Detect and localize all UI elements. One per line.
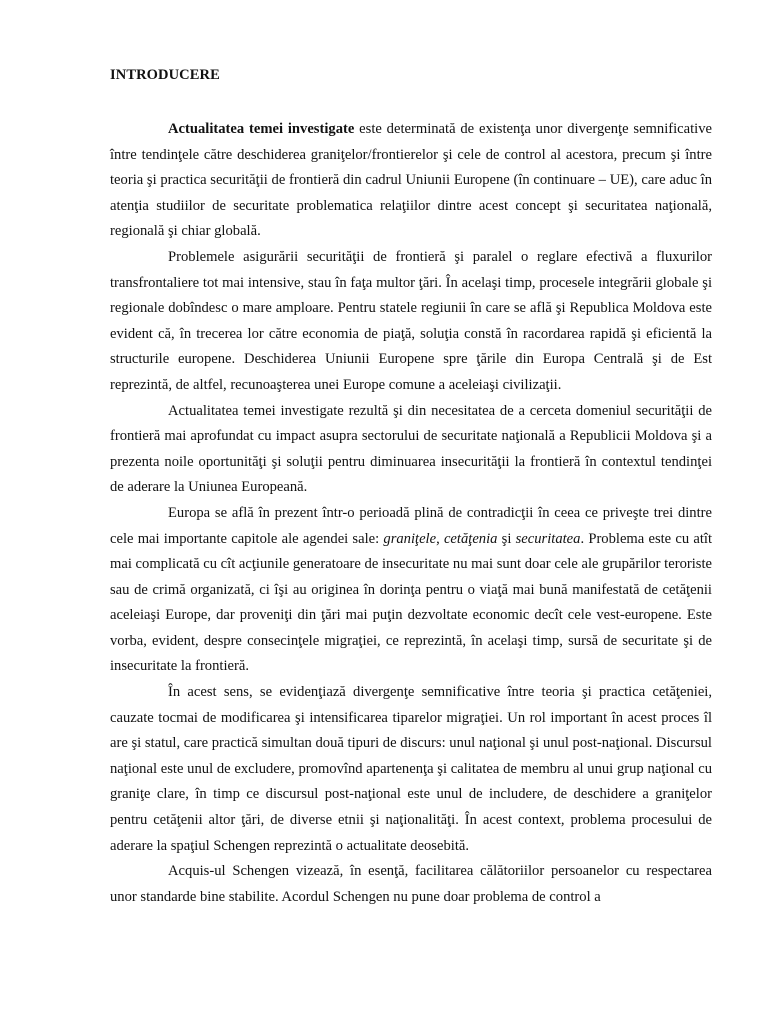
paragraph-1 xyxy=(110,117,712,245)
paragraph-4-separator-1: , xyxy=(436,530,444,547)
paragraph-2: Problemele asigurării securităţii de frontieră şi paralel o reglare efectivă a fluxurilor transfrontaliere tot mai intensive, stau în faţa multor ţări. În acelaşi timp, procesele integrării globale şi regionale dobîndesc o mare amploare. Pentru statele regiunii în care se află şi Republica Moldova este evident că, în trecerea lor către economia de piaţă, soluţia constă în racordarea rapidă şi eficientă la structurile europene. Deschiderea Uniunii Europene spre ţările din Europa Centrală şi de Est reprezintă, de altfel, recunoaşterea unei Europe comune a aceleiaşi civilizaţii. xyxy=(110,248,712,393)
paragraph-4-emphasis-citizenship: cetăţenia xyxy=(443,530,498,547)
paragraph-5: În acest sens, se evidenţiază divergenţe semnificative între teoria şi practica cetăţeniei, cauzate tocmai de modificarea şi intensificarea tiparelor migraţiei. Un rol important în acest proces îl are şi statul, care practică simultan două tipuri de discurs: unul naţional şi unul post-naţional. Discursul naţional este unul de excludere, promovînd apartenenţa şi calitatea de membru al unui grup naţional cu graniţe clare, în timp ce discursul post-naţional este unul de includere, de deschidere a graniţelor pentru cetăţenii altor ţări, de diverse etnii şi naţionalităţi. În acest context, problema procesului de aderare la spaţiul Schengen reprezintă o actualitate deosebită. xyxy=(110,684,712,854)
paragraph-4-emphasis-borders: graniţele xyxy=(383,530,437,547)
paragraph-4-emphasis-security: securitatea xyxy=(515,530,581,547)
paragraph-4-separator-2: şi xyxy=(497,530,516,547)
document-body xyxy=(110,117,712,910)
paragraph-1-lead: Actualitatea temei investigate xyxy=(168,121,355,137)
paragraph-4-text-b: . Problema este cu atît mai complicată cu cît acţiunile generatoare de insecuritate nu mai sunt doar cele ale grupărilor teroriste sau de crimă organizată, ci îşi au originea în dorinţa pentru o viaţă mai bună manifestată de cetăţenii aceleiaşi Europe, dar proveniţi din ţări mai puţin dezvoltate economic decît cele vest-europene. Este vorba, evident, despre consecinţele migraţiei, ce reprezintă, în acelaşi timp, sursă de securitate şi de insecuritate la frontieră. xyxy=(110,530,712,675)
paragraph-6: Acquis-ul Schengen vizează, în esenţă, facilitarea călătoriilor persoanelor cu respectarea unor standarde bine stabilite. Acordul Schengen nu pune doar problema de control a xyxy=(110,863,712,905)
paragraph-4-text-a: Europa se află în prezent într-o perioadă plină de contradicţii în ceea ce priveşte trei dintre cele mai importante capitole ale agendei sale: xyxy=(110,504,712,547)
document-heading: INTRODUCERE xyxy=(110,67,220,83)
paragraph-3: Actualitatea temei investigate rezultă şi din necesitatea de a cerceta domeniul securităţii de frontieră mai aprofundat cu impact asupra sectorului de securitate naţională a Republicii Moldova şi a prezenta noile oportunităţi şi soluţii pentru diminuarea insecurităţii la frontieră în contextul tendinţei de aderare la Uniunea Europeană. xyxy=(110,402,712,496)
paragraph-4 xyxy=(110,501,712,680)
paragraph-1-text: este determinată de existenţa unor divergenţe semnificative între tendinţele către deschiderea graniţelor/frontierelor şi cele de control al acestora, precum şi între teoria şi practica securităţii de frontieră din cadrul Uniunii Europene (în continuare – UE), care aduc în atenţia studiilor de securitate problematica relaţiilor dintre acest concept şi securitatea naţională, regională şi chiar globală. xyxy=(110,121,712,240)
